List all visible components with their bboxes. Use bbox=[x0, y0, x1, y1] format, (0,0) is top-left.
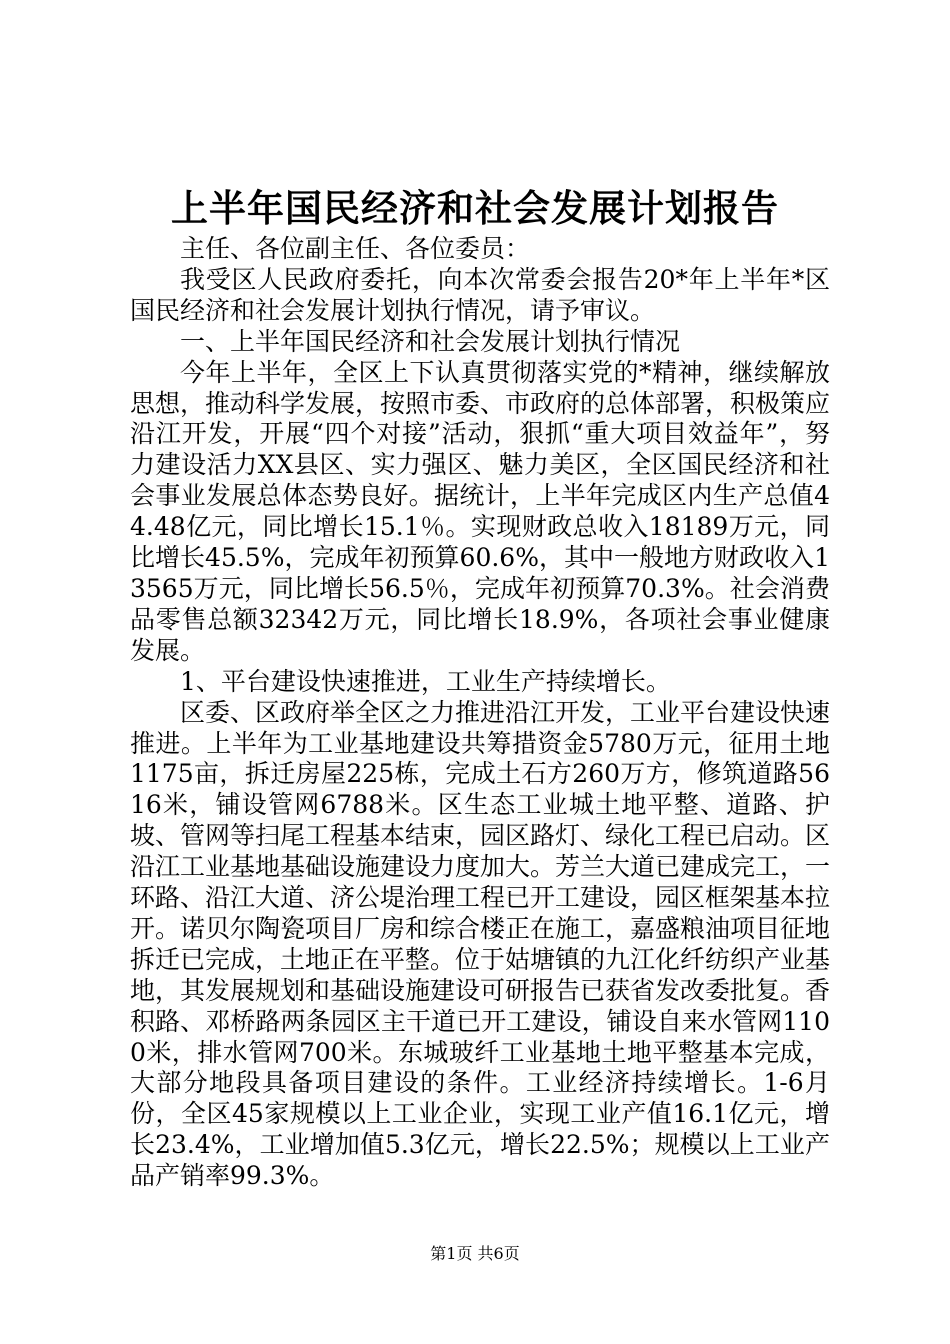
page-footer: 第1页 共6页 bbox=[430, 1244, 520, 1263]
salutation-paragraph: 主任、各位副主任、各位委员： bbox=[180, 234, 531, 263]
subsection-heading: 1、平台建设快速推进，工业生产持续增长。 bbox=[180, 666, 671, 696]
intro-paragraph: 我受区人民政府委托，向本次常委会报告20*年上半年*区国民经济和社会发展计划执行情况，请予审议。 bbox=[130, 264, 830, 325]
document-title: 上半年国民经济和社会发展计划报告 bbox=[171, 186, 779, 230]
document-body bbox=[130, 234, 830, 1192]
industry-paragraph: 区委、区政府举全区之力推进沿江开发，工业平台建设快速推进。上半年为工业基地建设共筹措资金5780万元，征用土地1175亩，拆迁房屋225栋，完成土石方260万方，修筑道路5616米，铺设管网6788米。区生态工业城土地平整、道路、护坡、管网等扫尾工程基本结束，园区路灯、绿化工程已启动。区沿江工业基地基础设施建设力度加大。芳兰大道已建成完工，一环路、沿江大道、济公堤治理工程已开工建设，园区框架基本拉开。诺贝尔陶瓷项目厂房和综合楼正在施工，嘉盛粮油项目征地拆迁已完成，土地正在平整。位于姑塘镇的九江化纤纺织产业基地，其发展规划和基础设施建设可研报告已获省发改委批复。香积路、邓桥路两条园区主干道已开工建设，铺设自来水管网1100米，排水管网700米。东城玻纤工业基地土地平整基本完成，大部分地段具备项目建设的条件。工业经济持续增长。1-6月份，全区45家规模以上工业企业，实现工业产值16.1亿元，增长23.4%，工业增加值5.3亿元，增长22.5%；规模以上工业产品产销率99.3%。 bbox=[130, 697, 831, 1191]
section-heading: 一、上半年国民经济和社会发展计划执行情况 bbox=[180, 326, 681, 356]
overview-paragraph: 今年上半年，全区上下认真贯彻落实党的*精神，继续解放思想，推动科学发展，按照市委、市政府的总体部署，积极策应沿江开发，开展“四个对接”活动，狠抓“重大项目效益年”，努力建设活力XX县区、实力强区、魅力美区，全区国民经济和社会事业发展总体态势良好。据统计，上半年完成区内生产总值44.48亿元，同比增长15.1％。实现财政总收入18189万元，同比增长45.5%，完成年初预算60.6%，其中一般地方财政收入13565万元，同比增长56.5％，完成年初预算70.3%。社会消费品零售总额32342万元，同比增长18.9%，各项社会事业健康发展。 bbox=[130, 357, 831, 665]
